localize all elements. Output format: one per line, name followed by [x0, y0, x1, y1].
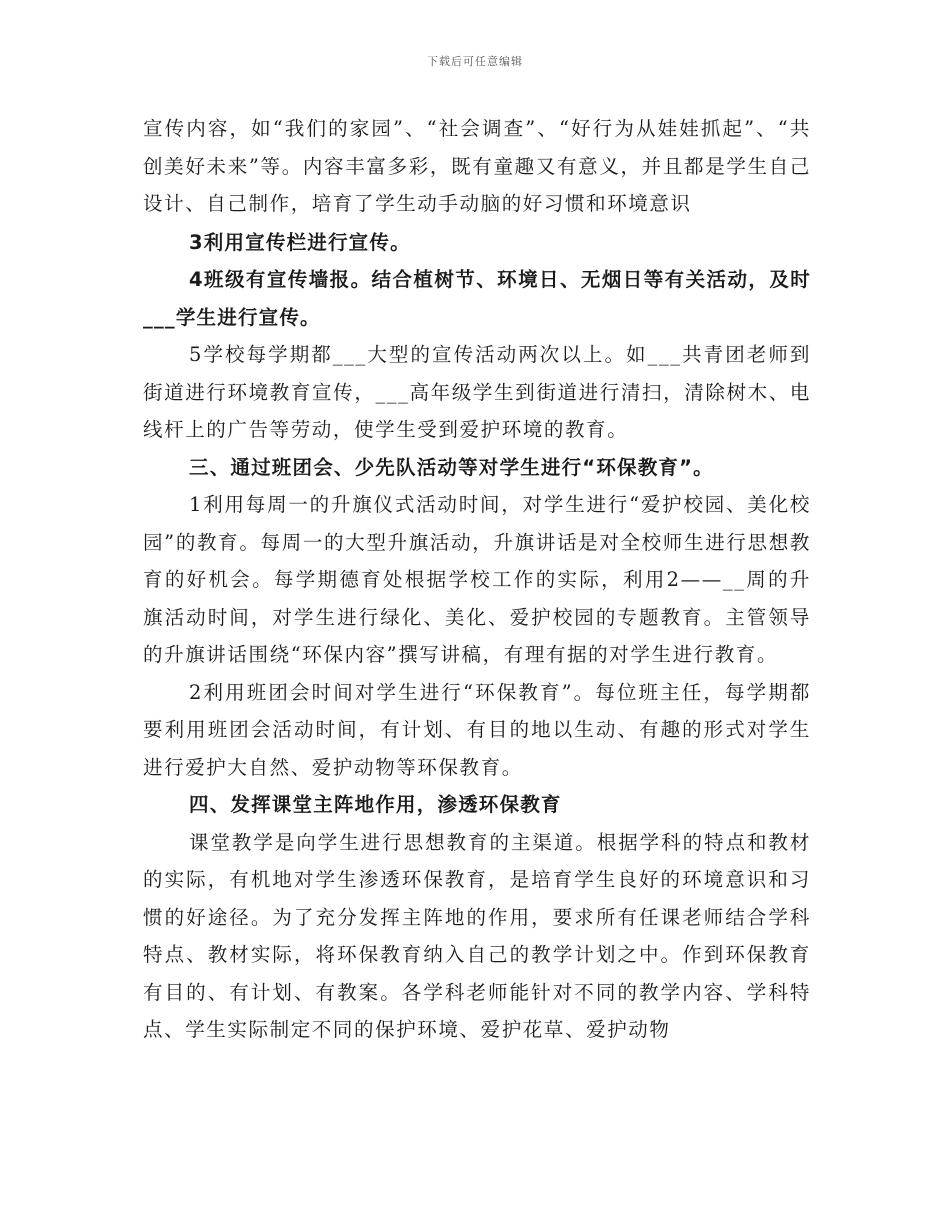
section-4-heading: 四、发挥课堂主阵地作用，渗透环保教育	[189, 793, 562, 816]
document-body	[143, 110, 811, 1049]
paragraph-intro: 宣传内容，如“我们的家园”、“社会调查”、“好行为从娃娃抓起”、“共创美好未来”等。内容丰富多彩，既有童趣又有意义，并且都是学生自己设计、自己制作，培育了学生动手动脑的好习惯和环境意识	[143, 117, 811, 215]
section-3-item-2: 2利用班团会时间对学生进行“环保教育”。每位班主任，每学期都要利用班团会活动时间，有计划、有目的地以生动、有趣的形式对学生进行爱护大自然、爱护动物等环保教育。	[143, 680, 811, 779]
item-4-heading: 4班级有宣传墙报。结合植树节、环境日、无烟日等有关活动，及时___学生进行宣传。	[143, 268, 811, 329]
page-header: 下载后可任意编辑	[427, 55, 523, 68]
section-3-heading: 三、通过班团会、少先队活动等对学生进行“环保教育”。	[189, 455, 714, 479]
section-3-item-1: 1利用每周一的升旗仪式活动时间，对学生进行“爱护校园、美化校园”的教育。每周一的大型升旗活动，升旗讲话是对全校师生进行思想教育的好机会。每学期德育处根据学校工作的实际，利用2——__周的升旗活动时间，对学生进行绿化、美化、爱护校园的专题教育。主管领导的升旗讲话围绕“环保内容”撰写讲稿，有理有据的对学生进行教育。	[143, 493, 811, 666]
item-3-heading: 3利用宣传栏进行宣传。	[189, 230, 411, 254]
section-4-paragraph: 课堂教学是向学生进行思想教育的主渠道。根据学科的特点和教材的实际，有机地对学生渗透环保教育，是培育学生良好的环境意识和习惯的好途径。为了充分发挥主阵地的作用，要求所有任课老师结合学科特点、教材实际，将环保教育纳入自己的教学计划之中。作到环保教育有目的、有计划、有教案。各学科老师能针对不同的教学内容、学科特点、学生实际制定不同的保护环境、爱护花草、爱护动物	[143, 830, 811, 1041]
item-5-paragraph: 5学校每学期都___大型的宣传活动两次以上。如___共青团老师到街道进行环境教育宣传，___高年级学生到街道进行清扫，清除树木、电线杆上的广告等劳动，使学生受到爱护环境的教育。	[143, 343, 811, 441]
